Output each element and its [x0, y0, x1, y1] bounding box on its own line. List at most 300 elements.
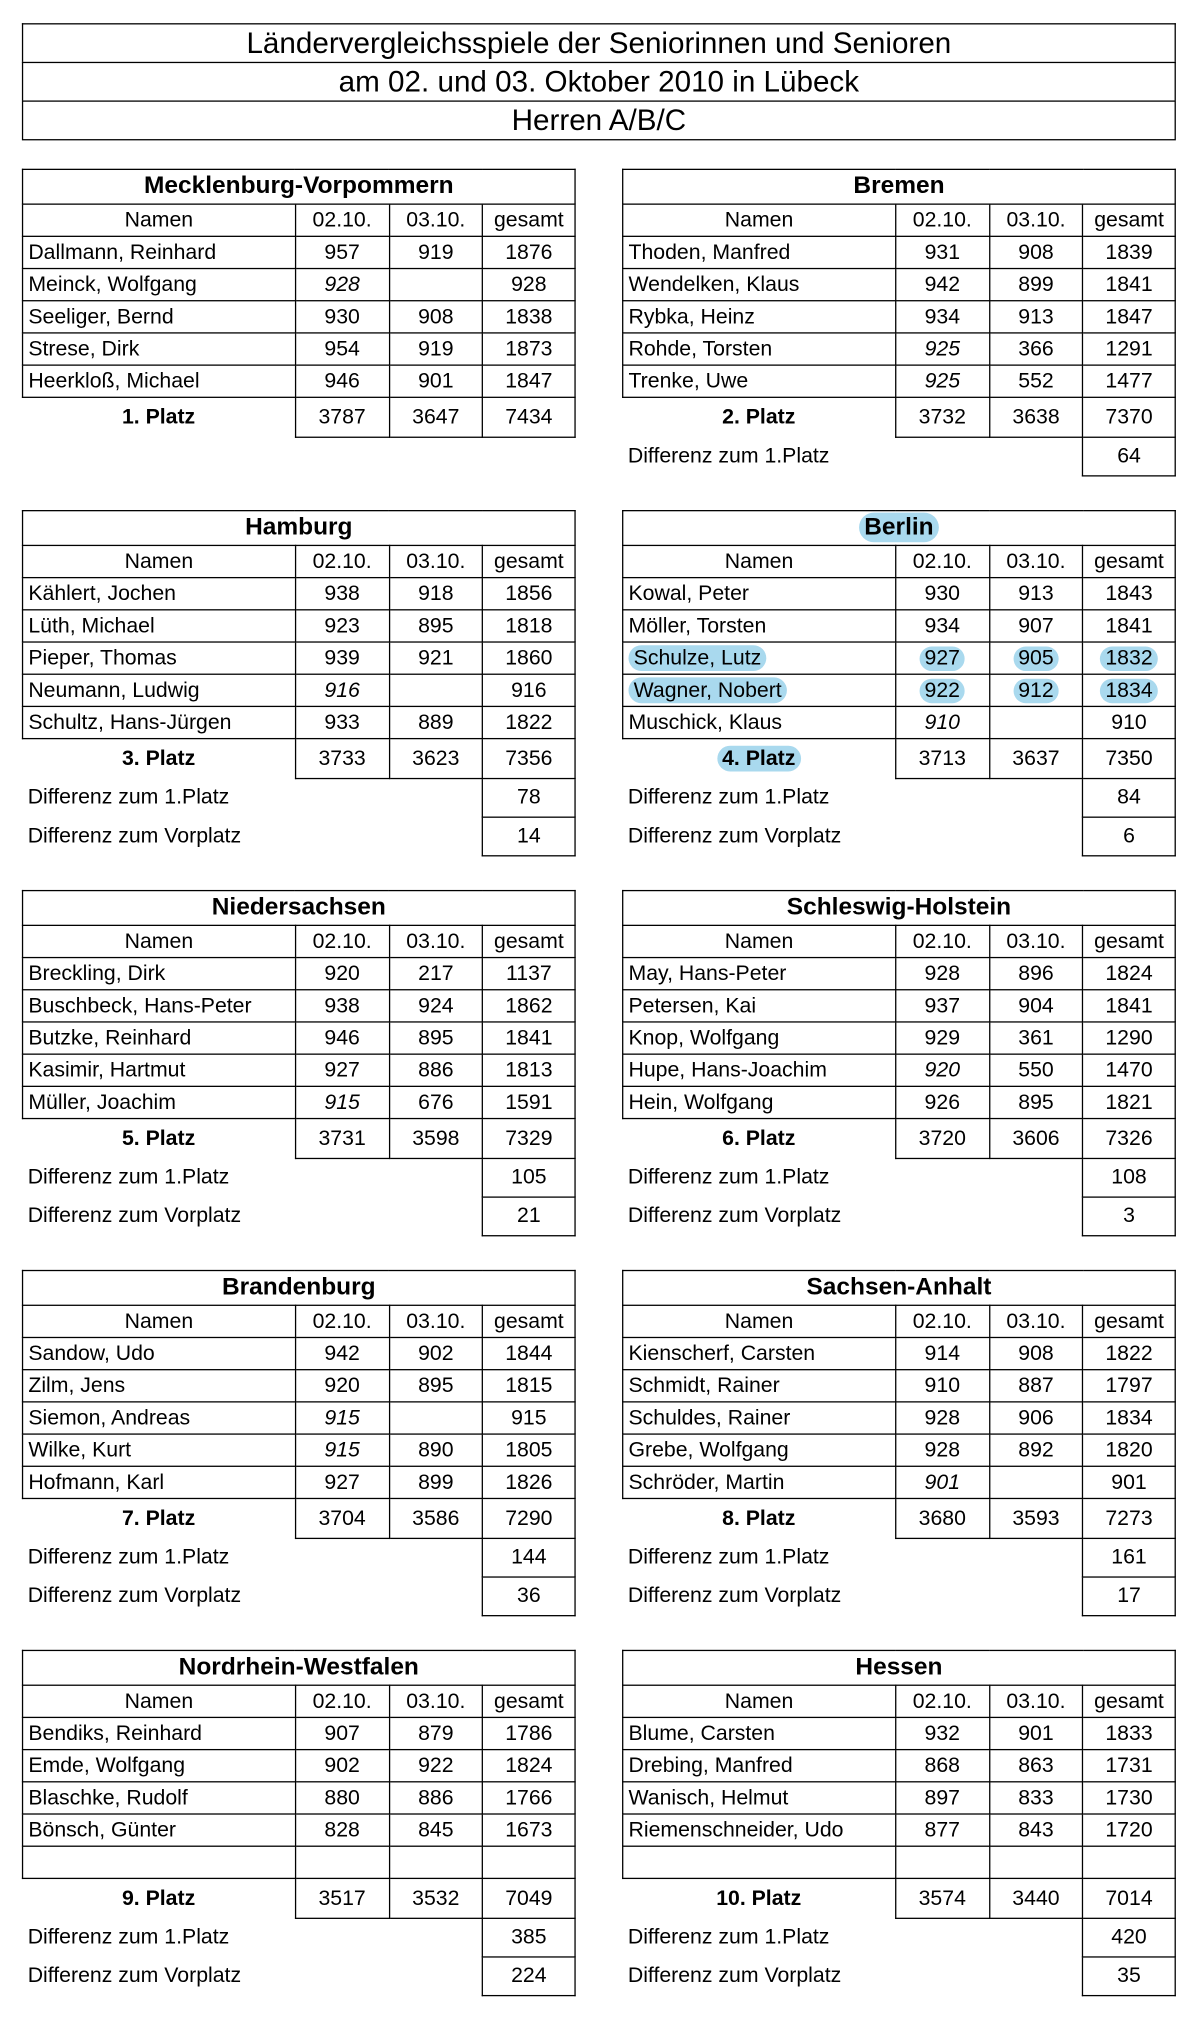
player-score-total: 1841: [1083, 610, 1175, 642]
placement-row: [23, 739, 576, 779]
diff-first-row: [23, 1158, 576, 1197]
sum-day2: 3598: [389, 1119, 483, 1159]
player-row: [623, 642, 1176, 674]
player-score-day1: 928: [895, 958, 989, 990]
team-name: Niedersachsen: [23, 891, 576, 926]
column-header-day2: 03.10.: [389, 925, 483, 957]
placement-label: 5. Platz: [121, 1126, 196, 1150]
diff-prev-row: [23, 1957, 576, 1996]
player-score-day2: 863: [989, 1750, 1083, 1782]
sum-total: 7014: [1083, 1878, 1175, 1918]
player-score-total: 1839: [1083, 236, 1175, 268]
player-score-day2: 913: [989, 578, 1083, 610]
standings-table: [22, 510, 576, 856]
sum-day1: 3731: [295, 1119, 389, 1159]
player-score-day1: 929: [895, 1022, 989, 1054]
player-name: [623, 642, 896, 674]
player-score-total: 1822: [1083, 1337, 1175, 1369]
player-row: [623, 1782, 1176, 1814]
column-header-day2: 03.10.: [989, 1305, 1083, 1337]
player-score-day2: 901: [389, 365, 483, 397]
team-name: Mecklenburg-Vorpommern: [23, 169, 576, 204]
player-row: [23, 1054, 576, 1086]
player-score-day1: 902: [295, 1750, 389, 1782]
player-score-day1: 938: [295, 578, 389, 610]
player-score-day1: 927: [295, 1054, 389, 1086]
placement-row: [623, 1878, 1176, 1918]
player-score-day2: 361: [989, 1022, 1083, 1054]
player-score-day2: 366: [989, 333, 1083, 365]
column-header-row: [623, 204, 1176, 236]
player-score-day1: 934: [895, 301, 989, 333]
player-score-total: 1844: [483, 1337, 575, 1369]
player-row: [23, 333, 576, 365]
sum-total: 7273: [1083, 1498, 1175, 1538]
player-score-day2: 919: [389, 236, 483, 268]
player-score-total: [1083, 1846, 1175, 1878]
header-date: am 02. und 03. Oktober 2010 in Lübeck: [22, 62, 1176, 101]
player-score-day1: 928: [295, 269, 389, 301]
column-header-names: Namen: [623, 545, 896, 577]
placement-row: [23, 1119, 576, 1159]
team-title-row: [623, 1650, 1176, 1685]
player-score-day1: 946: [295, 1022, 389, 1054]
player-score-day2: 676: [389, 1086, 483, 1118]
player-score-day1: 930: [895, 578, 989, 610]
column-header-row: [623, 545, 1176, 577]
diff-prev-label: Differenz zum Vorplatz: [627, 1584, 842, 1608]
sum-day1: 3574: [895, 1878, 989, 1918]
player-score-day2: 889: [389, 706, 483, 738]
player-row: [23, 674, 576, 706]
column-header-day2: 03.10.: [389, 545, 483, 577]
player-row: [623, 610, 1176, 642]
header-category: Herren A/B/C: [22, 100, 1176, 140]
diff-prev-value: 224: [483, 1957, 575, 1996]
column-header-row: [23, 925, 576, 957]
player-row: [623, 1466, 1176, 1498]
team-title-row: [23, 891, 576, 926]
player-row: [23, 1402, 576, 1434]
player-score-day1-highlight: 927: [919, 646, 965, 670]
column-header-names: Namen: [23, 925, 296, 957]
player-name: Schmidt, Rainer: [623, 1370, 896, 1402]
player-name: Lüth, Michael: [23, 610, 296, 642]
diff-prev-row: [623, 1577, 1176, 1616]
player-name: Zilm, Jens: [23, 1370, 296, 1402]
player-score-day1: 910: [895, 706, 989, 738]
diff-prev-label: Differenz zum Vorplatz: [627, 1204, 842, 1228]
placement-label: 3. Platz: [121, 746, 196, 770]
player-score-day1: 932: [895, 1717, 989, 1749]
player-score-day2: 845: [389, 1814, 483, 1846]
diff-first-row: [23, 1918, 576, 1957]
player-name: Emde, Wolfgang: [23, 1750, 296, 1782]
player-row: [23, 1750, 576, 1782]
diff-first-value: 420: [1083, 1918, 1175, 1957]
player-name: Butzke, Reinhard: [23, 1022, 296, 1054]
player-name: Wanisch, Helmut: [623, 1782, 896, 1814]
column-header-day2: 03.10.: [389, 204, 483, 236]
diff-first-label: Differenz zum 1.Platz: [627, 785, 830, 810]
player-score-day1: 920: [895, 1054, 989, 1086]
player-score-total: 1137: [483, 958, 575, 990]
column-header-names: Namen: [23, 204, 296, 236]
column-header-day1: 02.10.: [895, 925, 989, 957]
diff-first-value: 108: [1083, 1158, 1175, 1197]
diff-prev-row: [623, 1957, 1176, 1996]
standings-table: [622, 510, 1176, 856]
player-score-total: 1860: [483, 642, 575, 674]
player-row: [23, 706, 576, 738]
player-name: Bendiks, Reinhard: [23, 1717, 296, 1749]
player-score-day1: 942: [295, 1337, 389, 1369]
sum-total: 7290: [483, 1498, 575, 1538]
player-score-day1: 954: [295, 333, 389, 365]
diff-prev-value: 17: [1083, 1577, 1175, 1616]
player-score-day2: 906: [989, 1402, 1083, 1434]
column-header-total: gesamt: [1083, 545, 1175, 577]
player-row: [623, 1750, 1176, 1782]
placement-row: [623, 397, 1176, 437]
sum-day2: 3593: [989, 1498, 1083, 1538]
diff-first-value: 105: [483, 1158, 575, 1197]
player-name: Grebe, Wolfgang: [623, 1434, 896, 1466]
player-row: [23, 1086, 576, 1118]
player-score-day1: 916: [295, 674, 389, 706]
player-score-day1: 957: [295, 236, 389, 268]
column-header-day1: 02.10.: [895, 1685, 989, 1717]
player-name-highlight: Schulze, Lutz: [628, 645, 766, 671]
player-score-day1: 934: [895, 610, 989, 642]
player-score-day2: 550: [989, 1054, 1083, 1086]
player-name: Blaschke, Rudolf: [23, 1782, 296, 1814]
column-header-row: [23, 545, 576, 577]
column-header-total: gesamt: [1083, 1685, 1175, 1717]
player-name: [623, 1846, 896, 1878]
player-score-day2: 907: [989, 610, 1083, 642]
team-name: Nordrhein-Westfalen: [23, 1650, 576, 1685]
standings-table: [622, 169, 1176, 477]
player-row: [623, 990, 1176, 1022]
player-row: [23, 1370, 576, 1402]
diff-first-label: Differenz zum 1.Platz: [27, 785, 230, 810]
diff-first-label: Differenz zum 1.Platz: [27, 1545, 230, 1569]
player-name: Kasimir, Hartmut: [23, 1054, 296, 1086]
player-row: [623, 236, 1176, 268]
diff-prev-label: Differenz zum Vorplatz: [627, 824, 842, 848]
player-name: Blume, Carsten: [623, 1717, 896, 1749]
team-name: Brandenburg: [23, 1271, 576, 1306]
player-name: Petersen, Kai: [623, 990, 896, 1022]
team-title-row: [23, 511, 576, 546]
player-score-day1: 868: [895, 1750, 989, 1782]
player-score-day1: 901: [895, 1466, 989, 1498]
team-name: Sachsen-Anhalt: [623, 1271, 1176, 1306]
player-score-total: 1876: [483, 236, 575, 268]
player-row: [623, 578, 1176, 610]
diff-first-value: 78: [483, 779, 575, 818]
player-name: Wendelken, Klaus: [623, 269, 896, 301]
column-header-total: gesamt: [483, 545, 575, 577]
player-name: Wilke, Kurt: [23, 1434, 296, 1466]
diff-prev-row: [23, 1577, 576, 1616]
player-row: [623, 1717, 1176, 1749]
player-name: Kählert, Jochen: [23, 578, 296, 610]
player-score-total: 1847: [1083, 301, 1175, 333]
sum-day2: 3637: [989, 739, 1083, 779]
diff-first-row: [623, 437, 1176, 476]
player-row: [23, 1782, 576, 1814]
player-name: Buschbeck, Hans-Peter: [23, 990, 296, 1022]
team-table-bremen: [622, 169, 1176, 477]
player-score-day1: 907: [295, 1717, 389, 1749]
player-score-day2: 899: [989, 269, 1083, 301]
player-score-day2: [989, 1466, 1083, 1498]
standings-table: [622, 1650, 1176, 1996]
player-row: [23, 610, 576, 642]
column-header-names: Namen: [23, 545, 296, 577]
column-header-names: Namen: [623, 204, 896, 236]
player-score-total: 1766: [483, 1782, 575, 1814]
player-score-total: 1813: [483, 1054, 575, 1086]
placement-label: 7. Platz: [121, 1506, 196, 1530]
player-score-total: 1786: [483, 1717, 575, 1749]
player-row: [623, 269, 1176, 301]
column-header-day1: 02.10.: [895, 1305, 989, 1337]
player-score-day2: [989, 706, 1083, 738]
diff-first-row: [623, 779, 1176, 818]
player-score-total: 1873: [483, 333, 575, 365]
diff-prev-row: [623, 817, 1176, 856]
column-header-day2: 03.10.: [389, 1305, 483, 1337]
player-score-total: 915: [483, 1402, 575, 1434]
player-score-day2: 922: [389, 1750, 483, 1782]
standings-table: [22, 169, 576, 438]
team-title-row: [623, 511, 1176, 546]
column-header-total: gesamt: [483, 1685, 575, 1717]
player-score-day1: 927: [295, 1466, 389, 1498]
column-header-row: [23, 1305, 576, 1337]
player-score-total: 1862: [483, 990, 575, 1022]
player-row: [623, 1054, 1176, 1086]
player-score-total: 1843: [1083, 578, 1175, 610]
sum-day1: 3680: [895, 1498, 989, 1538]
player-score-total: 1720: [1083, 1814, 1175, 1846]
team-title-row: [23, 1271, 576, 1306]
team-name: Hamburg: [23, 511, 576, 546]
player-row: [23, 1337, 576, 1369]
player-name: Hein, Wolfgang: [623, 1086, 896, 1118]
player-name: Rybka, Heinz: [623, 301, 896, 333]
player-row: [23, 1814, 576, 1846]
diff-first-value: 84: [1083, 779, 1175, 818]
column-header-total: gesamt: [1083, 1305, 1175, 1337]
diff-prev-value: 14: [483, 817, 575, 856]
team-name-highlight: Berlin: [859, 513, 939, 543]
column-header-day1: 02.10.: [295, 545, 389, 577]
sum-day2: 3606: [989, 1119, 1083, 1159]
player-name: Rohde, Torsten: [623, 333, 896, 365]
column-header-day1: 02.10.: [895, 545, 989, 577]
player-name: Thoden, Manfred: [623, 236, 896, 268]
player-row: [23, 269, 576, 301]
diff-first-label: Differenz zum 1.Platz: [627, 1545, 830, 1569]
player-score-total: 1818: [483, 610, 575, 642]
player-score-total: 1805: [483, 1434, 575, 1466]
player-score-total: 916: [483, 674, 575, 706]
player-score-total: 1820: [1083, 1434, 1175, 1466]
sum-day2: 3532: [389, 1878, 483, 1918]
player-score-day1: 938: [295, 990, 389, 1022]
column-header-row: [623, 1305, 1176, 1337]
diff-first-value: 385: [483, 1918, 575, 1957]
player-score-day1: 880: [295, 1782, 389, 1814]
sum-total: 7326: [1083, 1119, 1175, 1159]
placement-row: [23, 1878, 576, 1918]
player-score-day2: 921: [389, 642, 483, 674]
player-score-day1: [895, 674, 989, 706]
player-score-day1: 946: [295, 365, 389, 397]
column-header-day1: 02.10.: [895, 204, 989, 236]
player-row: [23, 1717, 576, 1749]
player-name: Kowal, Peter: [623, 578, 896, 610]
placement-row: [623, 739, 1176, 779]
player-score-day2: 919: [389, 333, 483, 365]
sum-day2: 3623: [389, 739, 483, 779]
player-score-day1: 897: [895, 1782, 989, 1814]
player-score-day1: 939: [295, 642, 389, 674]
player-row: [23, 1022, 576, 1054]
diff-prev-label: Differenz zum Vorplatz: [27, 1584, 242, 1608]
team-table-hamburg: [22, 510, 576, 856]
team-title-row: [623, 169, 1176, 204]
player-score-day2: 895: [389, 1022, 483, 1054]
player-score-day2: 217: [389, 958, 483, 990]
player-score-day1: 937: [895, 990, 989, 1022]
team-name: [623, 511, 1176, 546]
player-name: Knop, Wolfgang: [623, 1022, 896, 1054]
diff-first-value: 144: [483, 1538, 575, 1577]
player-score-total: 1815: [483, 1370, 575, 1402]
column-header-row: [23, 1685, 576, 1717]
diff-prev-label: Differenz zum Vorplatz: [27, 1204, 242, 1228]
sum-day2: 3440: [989, 1878, 1083, 1918]
sum-day1: 3787: [295, 397, 389, 437]
diff-prev-value: 36: [483, 1577, 575, 1616]
diff-prev-label: Differenz zum Vorplatz: [27, 824, 242, 848]
player-name: Heerkloß, Michael: [23, 365, 296, 397]
player-name: Strese, Dirk: [23, 333, 296, 365]
team-name: Bremen: [623, 169, 1176, 204]
diff-prev-value: 3: [1083, 1197, 1175, 1236]
player-score-total: 1731: [1083, 1750, 1175, 1782]
team-title-row: [23, 169, 576, 204]
player-score-day2-highlight: 905: [1013, 646, 1059, 670]
team-table-nordrhein-westfalen: [22, 1650, 576, 1996]
player-score-day2: 918: [389, 578, 483, 610]
player-score-day1: 915: [295, 1402, 389, 1434]
player-name: Trenke, Uwe: [623, 365, 896, 397]
player-name: Riemenschneider, Udo: [623, 1814, 896, 1846]
diff-first-row: [623, 1158, 1176, 1197]
player-name: Schultz, Hans-Jürgen: [23, 706, 296, 738]
player-name: Schuldes, Rainer: [623, 1402, 896, 1434]
sum-total: 7329: [483, 1119, 575, 1159]
standings-table: [622, 1270, 1176, 1616]
player-score-total-highlight: 1834: [1100, 678, 1158, 702]
team-table-brandenburg: [22, 1270, 576, 1616]
player-score-day2: 908: [389, 301, 483, 333]
diff-first-label: Differenz zum 1.Platz: [27, 1925, 230, 1949]
column-header-total: gesamt: [1083, 925, 1175, 957]
player-row: [623, 333, 1176, 365]
player-score-day2: 908: [989, 236, 1083, 268]
player-score-total: 1856: [483, 578, 575, 610]
column-header-day1: 02.10.: [295, 1305, 389, 1337]
sum-day1: 3704: [295, 1498, 389, 1538]
player-score-total: 1841: [1083, 269, 1175, 301]
player-score-total: 1833: [1083, 1717, 1175, 1749]
player-row: [623, 1402, 1176, 1434]
column-header-day1: 02.10.: [295, 925, 389, 957]
column-header-day2: 03.10.: [989, 545, 1083, 577]
player-score-total: 1673: [483, 1814, 575, 1846]
player-score-total: 901: [1083, 1466, 1175, 1498]
player-row: [23, 990, 576, 1022]
player-name: Hofmann, Karl: [23, 1466, 296, 1498]
player-score-day2: 879: [389, 1717, 483, 1749]
player-row: [623, 365, 1176, 397]
sum-day2: 3638: [989, 397, 1083, 437]
placement-label: 8. Platz: [722, 1506, 796, 1530]
player-score-total: 910: [1083, 706, 1175, 738]
team-title-row: [23, 1650, 576, 1685]
player-score-day1: 933: [295, 706, 389, 738]
diff-prev-value: 6: [1083, 817, 1175, 856]
player-score-day1: 926: [895, 1086, 989, 1118]
team-table-schleswig-holstein: [622, 890, 1176, 1236]
player-row: [623, 674, 1176, 706]
diff-first-row: [623, 1918, 1176, 1957]
player-score-day2: 892: [989, 1434, 1083, 1466]
diff-first-label: Differenz zum 1.Platz: [627, 444, 830, 468]
document-header: [22, 23, 1176, 140]
player-score-total: [1083, 642, 1175, 674]
diff-first-row: [23, 779, 576, 818]
sum-day1: 3517: [295, 1878, 389, 1918]
player-name-highlight: Wagner, Nobert: [628, 677, 786, 703]
diff-first-label: Differenz zum 1.Platz: [27, 1165, 230, 1190]
player-name: Breckling, Dirk: [23, 958, 296, 990]
player-row: [23, 958, 576, 990]
player-name: Sandow, Udo: [23, 1337, 296, 1369]
diff-prev-row: [23, 817, 576, 856]
sum-total: 7370: [1083, 397, 1175, 437]
player-score-day2: 843: [989, 1814, 1083, 1846]
player-row: [23, 1434, 576, 1466]
team-name: Hessen: [623, 1650, 1176, 1685]
player-score-day2: 886: [389, 1054, 483, 1086]
player-score-day1: [895, 642, 989, 674]
player-score-day2: 552: [989, 365, 1083, 397]
column-header-row: [23, 204, 576, 236]
player-row: [623, 1846, 1176, 1878]
player-row: [23, 301, 576, 333]
player-score-day2: 924: [389, 990, 483, 1022]
player-score-total: [1083, 674, 1175, 706]
column-header-total: gesamt: [483, 925, 575, 957]
